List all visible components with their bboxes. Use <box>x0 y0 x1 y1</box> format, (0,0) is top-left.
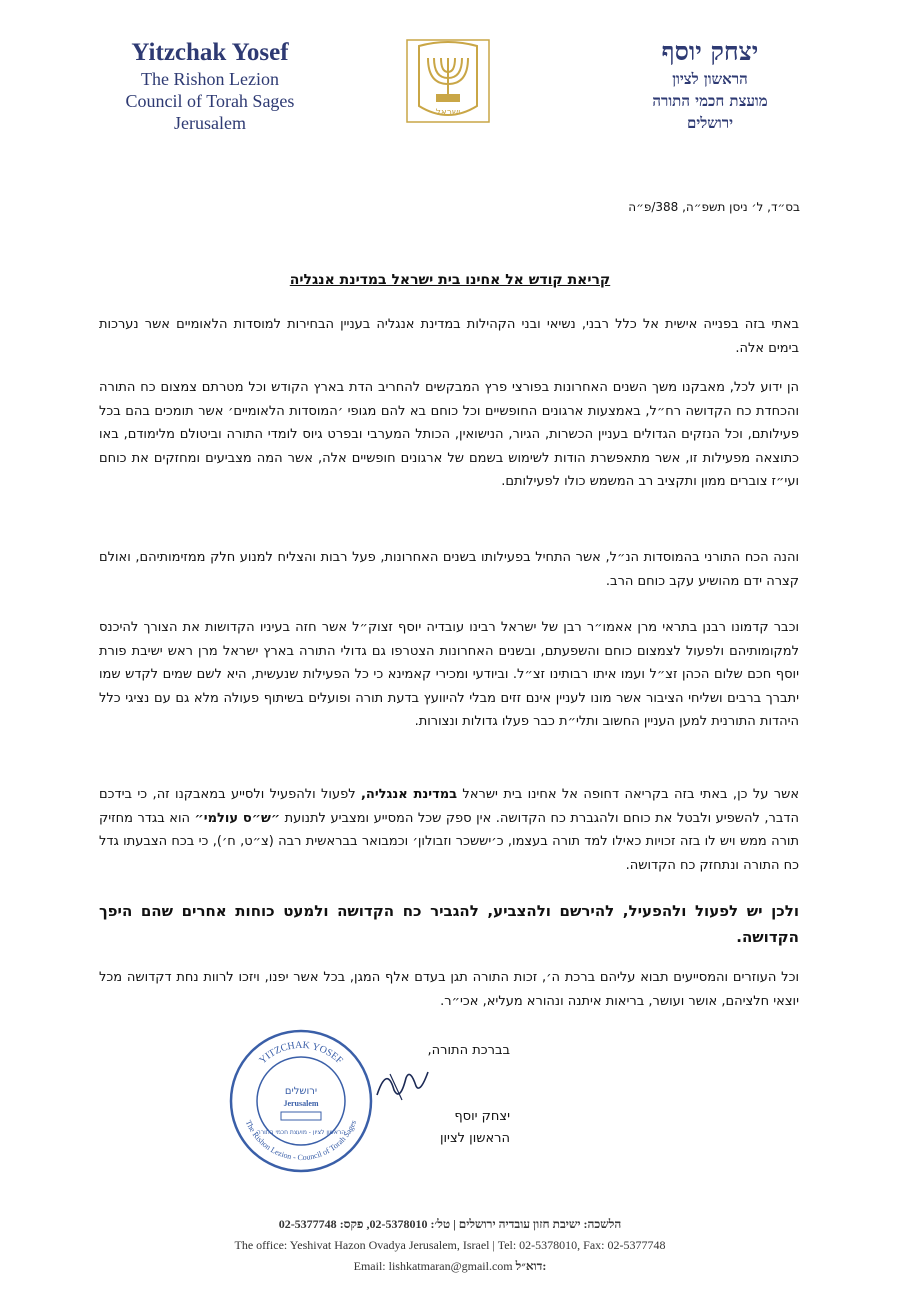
paragraph-6: ולכן יש לפעול ולהפעיל, להירשם ולהצביע, להגביר כח הקדושה ולמעט כוחות אחרים שהם היפך הקדושה. <box>99 902 799 946</box>
footer-email: Email: lishkatmaran@gmail.com <box>353 1259 513 1273</box>
emblem-text: ישראל <box>435 108 461 118</box>
paragraph-7: וכל העוזרים והמסייעים תבוא עליהם ברכת ה׳, זכות התורה תגן בעדם אלף המגן, בכל אשר יפנו, ויזכו לרוות נחת דקדושה מכל יוצאי חלציהם, אושר ועושר, בריאות איתנה ונהורא מעליא, אכי״ר. <box>99 970 799 1009</box>
header-he-line1: הראשון לציון <box>672 70 748 88</box>
letter-title: קריאת קודש אל אחינו בית ישראל במדינת אנגליה <box>289 272 611 288</box>
paragraph-2: הן ידוע לכל, מאבקנו משך השנים האחרונות בפורצי פרץ המבקשים להחריב הדת בארץ הקודש וכל מטרתם צמצום כח התורה והכחדת כח הקדושה רח״ל, באמצעות ארגונים החופשיים וכל כוחם בא להם מגופי ׳המוסדות הלאומיים׳ אשר תומכים בהם בכל פעילותם, וכל הנזקים הגדולים בעניין הכשרות, הגיור, הנישואין, הכותל המערבי ובפרט גיוס לומדי התורה וביטולם מלימודם, באו כתוצאה מפעילות זו, אשר מתאפשרת הודות לשימוש בשמם של ארגונים חופשיים אלה, אשר המה מצביעים ומחזקים את כוחם ועי״ז צוברים ממון ותקציב רב המשמש כולו לפעילותם. <box>99 380 799 489</box>
paragraph-5-bold-country: במדינת אנגליה, <box>360 787 458 802</box>
seal-ring-he: הראשון לציון - מועצת חכמי התורה <box>256 1129 346 1136</box>
signature-block <box>400 1040 510 1150</box>
header-en-line1: The Rishon Lezion <box>141 69 279 89</box>
paragraph-4: וכבר קדמונו רבנן בתראי מרן אאמו״ר רבן של ישראל רבינו עובדיה יוסף זצוק״ל אשר חזה בעיניו הקדושות את הצורך להיכנס למקומותיהם ולפעול לצמצום כוחם והשפעתם, ובשנים האחרונות הצטרפו גם גדולי התורה בארץ ישראל מרן ראש ישיבת פורת יוסף חכם שלום הכהן זצ״ל ועמו איתו רבותינו זצ״ל. וביודעי ומכירי קאמינא כי כל הפעילות שנעשית, היא לשם שמים לקדש שמו יתברך ברבים ושליחי הציבור אשר מונו לעניין אינם זזים מבלי להיוועץ בדעת תורה ופועלים בשיתוף פעולה מלא גם עם נציגי כלל היהדות התורנית למען העניין החשוב ותלי״ת כבר פעלו גדולות ונצורות. <box>99 620 799 729</box>
paragraph-5-bold-movement: ״ש״ס עולמי״ <box>194 810 281 826</box>
header-en-line2: Council of Torah Sages <box>125 91 295 111</box>
paragraph-5 <box>99 783 799 877</box>
seal-center-he: ירושלים <box>284 1086 318 1097</box>
svg-text:The Rishon Lezion - Council of <box>244 1119 358 1162</box>
header-en-name: Yitzchak Yosef <box>131 39 289 66</box>
header-he-line3: ירושלים <box>686 114 734 132</box>
header-he-name: יצחק יוסף <box>661 37 759 66</box>
seal-outer-en: YITZCHAK YOSEF <box>257 1039 345 1067</box>
footer-english: The office: Yeshivat Hazon Ovadya Jerusalem, Israel | Tel: 02-5378010, Fax: 02-5377748 <box>234 1238 666 1252</box>
signature-name: יצחק יוסף <box>454 1109 510 1124</box>
paragraph-5-part-e: הוא בגדר מחזיק תורה ממש ויש לו בזה זכויות כאילו למד תורה בעצמו, כ׳יששכר וזבולון׳ וכמבואר בבראשית רבה (צ״ט, ח׳), כי בכח הצבעתו גדל כח התורה ונתחזק כח הקדושה. <box>99 810 799 873</box>
signature-title: הראשון לציון <box>439 1131 510 1146</box>
header-english <box>90 38 330 134</box>
paragraph-3: והנה הכח התורני בהמוסדות הנ״ל, אשר התחיל בפעילותו בשנים האחרונות, פעל רבות והצליח למנוע חלק ממזימותיהם, ואולם קצרה ידם מהושיע עקב כוחם הרב. <box>99 550 799 589</box>
footer <box>150 1214 750 1277</box>
paragraph-5-part-a: אשר על כן, באתי בזה בקריאה דחופה אל אחינו בית ישראל <box>457 787 800 802</box>
footer-email-label: דוא״ל: <box>515 1259 547 1273</box>
seal-ring-en: The Rishon Lezion - Council of Torah Sages <box>243 1118 359 1163</box>
header-he-line2: מועצת חכמי התורה <box>652 92 768 110</box>
paragraph-1: באתי בזה בפנייה אישית אל כלל רבני, נשיאי ובני הקהילות במדינת אנגליה בעניין הבחירות למוסדות הלאומיים אשר נערכות בימים אלה. <box>99 317 799 356</box>
official-seal-icon <box>228 1028 374 1174</box>
svg-text:YITZCHAK YOSEF <box>257 1040 345 1067</box>
reference-line: בס״ד, ל׳ ניסן תשפ״ה, 388/פ״ה <box>628 200 800 214</box>
signature-greeting: בברכת התורה, <box>427 1043 510 1058</box>
footer-hebrew: הלשכה: ישיבת חזון עובדיה ירושלים | טל׳: 02-5378010, פקס: 02-5377748 <box>278 1217 622 1231</box>
header-en-line3: Jerusalem <box>174 113 246 133</box>
paragraph-5-part-c: לפעול ולהפעיל ולסייע במאבקנו זה, כי בידכם הדבר, להשפיע ולבטל את כוחם ולהגברת כח הקדושה. אין ספק שכל המסייע ומצביע לתנועת <box>99 787 799 826</box>
seal-center-en: Jerusalem <box>283 1099 319 1108</box>
menorah-emblem-icon <box>403 36 493 126</box>
header-hebrew <box>600 36 820 134</box>
